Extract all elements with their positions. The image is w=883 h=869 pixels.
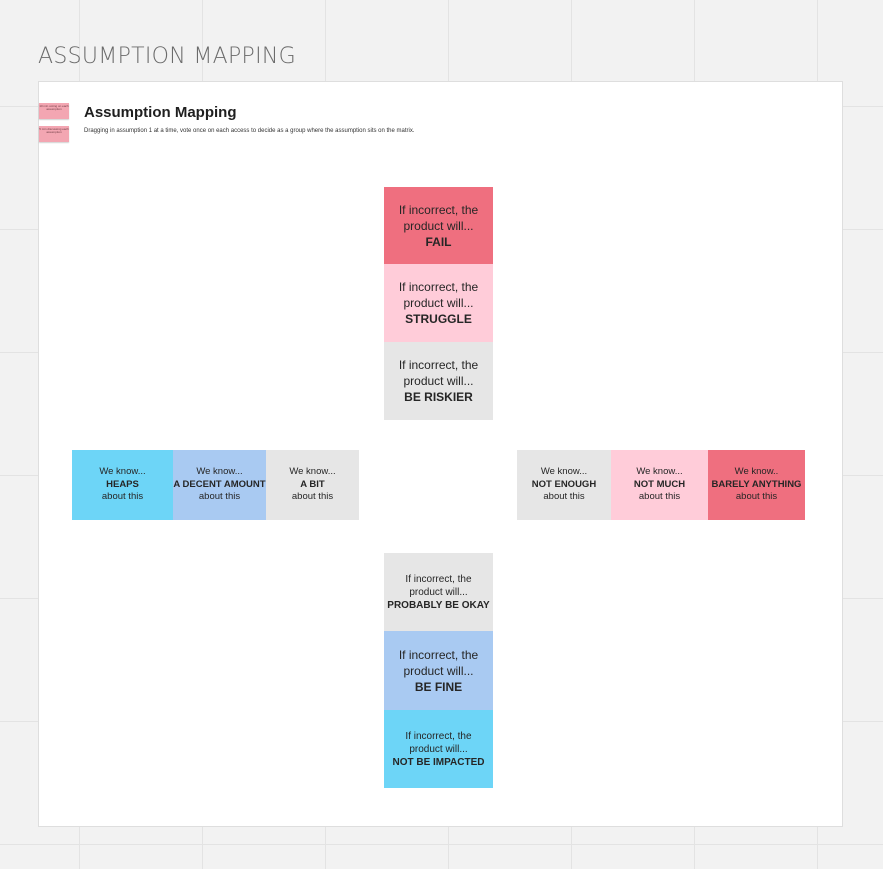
sticky-emphasis: NOT ENOUGH bbox=[531, 478, 597, 490]
sticky-emphasis: PROBABLY BE OKAY bbox=[387, 599, 490, 611]
sticky-impact-fail[interactable] bbox=[384, 187, 493, 264]
sticky-line: about this bbox=[735, 491, 778, 503]
sticky-line: about this bbox=[291, 491, 334, 503]
sticky-emphasis: HEAPS bbox=[106, 478, 139, 490]
sticky-knowledge-a-bit[interactable] bbox=[266, 450, 359, 520]
sticky-knowledge-barely-anything[interactable] bbox=[708, 450, 805, 520]
mini-sticky-note-discussing[interactable]: 5 min discussing each assumption bbox=[39, 126, 69, 142]
sticky-line: If incorrect, the bbox=[398, 280, 479, 294]
sticky-line: If incorrect, the bbox=[398, 358, 479, 372]
sticky-line: If incorrect, the bbox=[405, 573, 472, 585]
sticky-emphasis: NOT MUCH bbox=[633, 478, 686, 490]
sticky-impact-not-impacted[interactable] bbox=[384, 710, 493, 788]
sticky-line: We know... bbox=[636, 466, 683, 478]
sticky-emphasis: A DECENT AMOUNT bbox=[173, 478, 266, 490]
sticky-knowledge-heaps[interactable] bbox=[72, 450, 173, 520]
sticky-emphasis: A BIT bbox=[300, 478, 325, 490]
sticky-emphasis: STRUGGLE bbox=[405, 312, 472, 326]
sticky-line: We know... bbox=[99, 466, 146, 478]
sticky-line: product will... bbox=[403, 663, 474, 678]
frame-description: Dragging in assumption 1 at a time, vote once on each access to decide as a group where the assumption sits on the matrix. bbox=[84, 128, 415, 134]
sticky-line: We know... bbox=[540, 466, 588, 478]
mini-sticky-note-voting[interactable]: 10 min voting on each assumption bbox=[39, 103, 69, 119]
sticky-line: about this bbox=[543, 491, 585, 503]
sticky-emphasis: FAIL bbox=[425, 234, 452, 249]
sticky-line: product will... bbox=[403, 218, 474, 233]
sticky-impact-be-fine[interactable] bbox=[384, 631, 493, 710]
sticky-line: about this bbox=[101, 491, 144, 503]
sticky-emphasis: BE RISKIER bbox=[404, 390, 473, 404]
sticky-line: about this bbox=[198, 491, 241, 503]
board-title: ASSUMPTION MAPPING bbox=[38, 44, 296, 69]
sticky-line: If incorrect, the bbox=[398, 202, 479, 217]
sticky-emphasis: BE FINE bbox=[414, 679, 463, 694]
sticky-knowledge-decent-amount[interactable] bbox=[173, 450, 266, 520]
sticky-line: product will... bbox=[403, 374, 474, 388]
sticky-emphasis: BARELY ANYTHING bbox=[711, 478, 802, 490]
sticky-knowledge-not-enough[interactable] bbox=[517, 450, 611, 520]
frame-heading: Assumption Mapping bbox=[84, 104, 237, 121]
sticky-line: product will... bbox=[409, 586, 468, 598]
sticky-line: If incorrect, the bbox=[398, 647, 479, 662]
sticky-line: We know... bbox=[196, 466, 243, 478]
sticky-line: about this bbox=[638, 491, 681, 503]
sticky-line: If incorrect, the bbox=[405, 730, 472, 742]
sticky-line: We know... bbox=[289, 466, 336, 478]
sticky-line: product will... bbox=[409, 743, 468, 755]
sticky-knowledge-not-much[interactable] bbox=[611, 450, 708, 520]
sticky-impact-be-riskier[interactable] bbox=[384, 342, 493, 420]
sticky-line: product will... bbox=[403, 296, 474, 310]
sticky-line: We know.. bbox=[734, 466, 779, 478]
sticky-emphasis: NOT BE IMPACTED bbox=[392, 756, 485, 768]
sticky-impact-struggle[interactable] bbox=[384, 264, 493, 342]
sticky-impact-probably-okay[interactable] bbox=[384, 553, 493, 631]
